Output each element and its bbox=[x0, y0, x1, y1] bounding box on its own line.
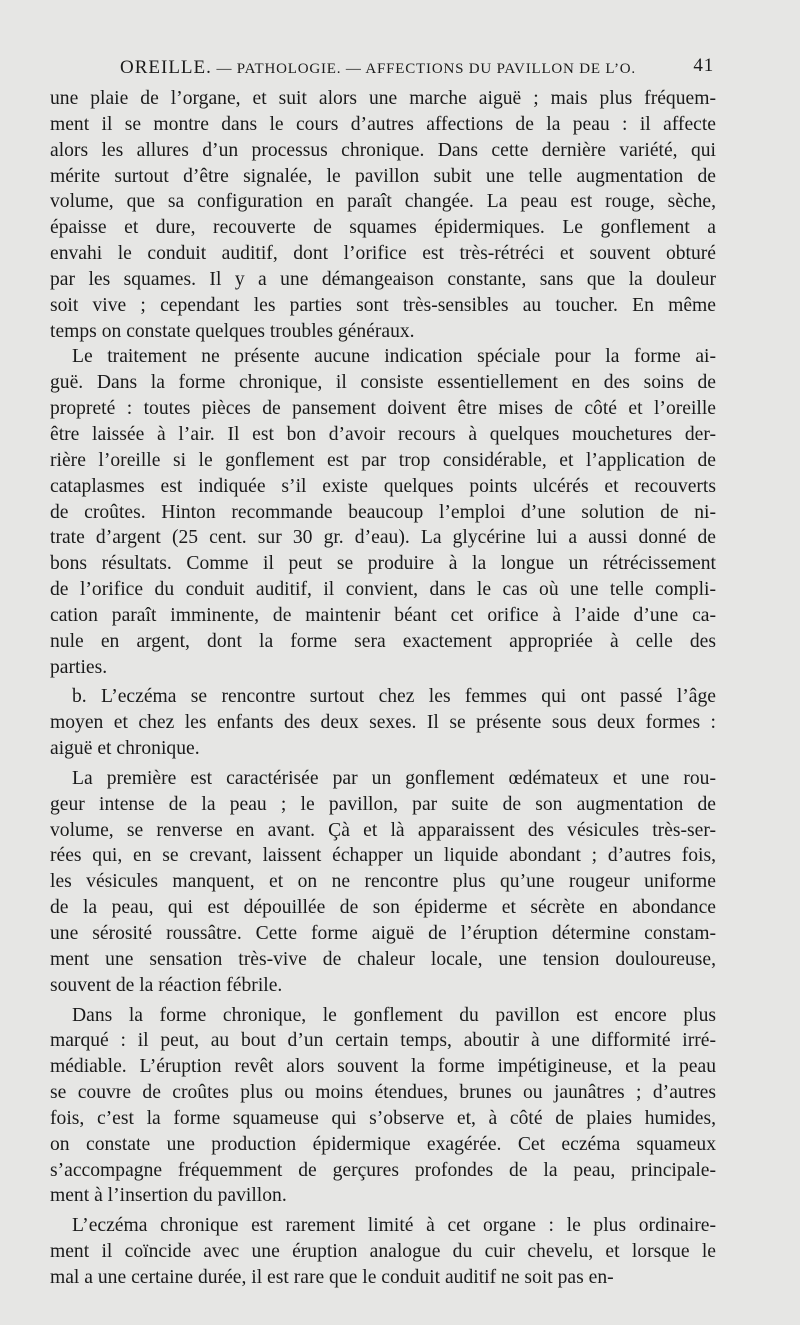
text-line: se couvre de croûtes plus ou moins étendues, brunes ou jaunâtres ; d’autres bbox=[50, 1082, 716, 1104]
text-line: fois, c’est la forme squameuse qui s’observe et, à côté de plaies humides, bbox=[50, 1107, 716, 1129]
text-line: aiguë et chronique. bbox=[50, 738, 200, 760]
text-line: geur intense de la peau ; le pavillon, par suite de son augmentation de bbox=[50, 793, 716, 815]
text-line: cation paraît imminente, de maintenir béant cet orifice à l’aide d’une ca- bbox=[50, 604, 716, 626]
text-line: volume, se renverse en avant. Çà et là apparaissent des vésicules très-ser- bbox=[50, 819, 716, 841]
text-line: b. L’eczéma se rencontre surtout chez les femmes qui ont passé l’âge bbox=[72, 686, 716, 708]
paragraph bbox=[50, 766, 716, 999]
text-line: L’eczéma chronique est rarement limité à cet organe : le plus ordinaire- bbox=[72, 1215, 716, 1237]
paragraph bbox=[50, 1003, 716, 1210]
paragraph bbox=[50, 344, 716, 680]
text-line: bons résultats. Comme il peut se produire à la longue un rétrécissement bbox=[50, 553, 716, 575]
text-line: souvent de la réaction fébrile. bbox=[50, 974, 283, 996]
page-number: 41 bbox=[693, 55, 714, 76]
text-line: une plaie de l’organe, et suit alors une marche aiguë ; mais plus fréquem- bbox=[50, 88, 716, 109]
text-line: de croûtes. Hinton recommande beaucoup l’emploi d’une solution de ni- bbox=[50, 501, 716, 523]
text-line: envahi le conduit auditif, dont l’orifice est très-rétréci et souvent obturé bbox=[50, 243, 716, 265]
text-line: nule en argent, dont la forme sera exactement appropriée à celle des bbox=[50, 630, 716, 652]
text-line: marqué : il peut, au bout d’un certain temps, aboutir à une difformité irré- bbox=[50, 1030, 716, 1052]
text-line: par les squames. Il y a une démangeaison constante, sans que la douleur bbox=[50, 268, 716, 290]
text-line: rées qui, en se crevant, laissent échapper un liquide abondant ; d’autres fois, bbox=[50, 845, 716, 867]
text-line: moyen et chez les enfants des deux sexes. Il se présente sous deux formes : bbox=[50, 712, 716, 734]
text-line: s’accompagne fréquemment de gerçures profondes de la peau, principale- bbox=[50, 1159, 716, 1181]
paragraph bbox=[50, 1213, 716, 1291]
text-line: rière l’oreille si le gonflement est par trop considérable, et l’application de bbox=[50, 449, 716, 471]
text-line: être laissée à l’air. Il est bon d’avoir recours à quelques mouchetures der- bbox=[50, 423, 716, 445]
text-line: mal a une certaine durée, il est rare que le conduit auditif ne soit pas en- bbox=[50, 1266, 614, 1288]
body-text bbox=[50, 86, 716, 1291]
text-line: propreté : toutes pièces de pansement doivent être mises de côté et l’oreille bbox=[50, 398, 716, 420]
text-line: trate d’argent (25 cent. sur 30 gr. d’eau). La glycérine lui a aussi donné de bbox=[50, 527, 716, 549]
text-line: ment il se montre dans le cours d’autres affections de la peau : il affecte bbox=[50, 113, 716, 135]
text-line: guë. Dans la forme chronique, il consiste essentiellement en des soins de bbox=[50, 372, 716, 394]
text-line: soit vive ; cependant les parties sont très-sensibles au toucher. En même bbox=[50, 294, 716, 316]
text-line: ment il coïncide avec une éruption analogue du cuir chevelu, et lorsque le bbox=[50, 1241, 716, 1263]
text-line: mérite surtout d’être signalée, le pavillon subit une telle augmentation de bbox=[50, 165, 716, 187]
running-title-main: OREILLE. bbox=[120, 57, 212, 78]
text-line: de la peau, qui est dépouillée de son épiderme et sécrète en abondance bbox=[50, 897, 716, 919]
text-line: médiable. L’éruption revêt alors souvent la forme impétigineuse, et la peau bbox=[50, 1056, 716, 1078]
text-line: épaisse et dure, recouverte de squames épidermiques. Le gonflement a bbox=[50, 217, 716, 239]
running-title bbox=[120, 57, 636, 79]
text-line: parties. bbox=[50, 656, 108, 678]
paragraph bbox=[50, 86, 716, 344]
text-line: une sérosité roussâtre. Cette forme aiguë de l’éruption détermine constam- bbox=[50, 923, 716, 944]
text-line: volume, que sa configuration en paraît changée. La peau est rouge, sèche, bbox=[50, 191, 716, 213]
text-line: temps on constate quelques troubles généraux. bbox=[50, 320, 415, 342]
text-line: on constate une production épidermique exagérée. Cet eczéma squameux bbox=[50, 1133, 716, 1155]
text-line: ment une sensation très-vive de chaleur locale, une tension douloureuse, bbox=[50, 948, 716, 970]
text-line: ment à l’insertion du pavillon. bbox=[50, 1185, 287, 1207]
text-line: Le traitement ne présente aucune indication spéciale pour la forme ai- bbox=[72, 346, 716, 368]
text-line: Dans la forme chronique, le gonflement du pavillon est encore plus bbox=[72, 1004, 716, 1026]
text-line: alors les allures d’un processus chronique. Dans cette dernière variété, qui bbox=[50, 139, 716, 161]
text-line: La première est caractérisée par un gonflement œdémateux et une rou- bbox=[72, 767, 716, 789]
running-title-rest: — PATHOLOGIE. — AFFECTIONS DU PAVILLON DE L’O. bbox=[211, 61, 636, 77]
text-line: de l’orifice du conduit auditif, il convient, dans le cas où une telle compli- bbox=[50, 579, 716, 601]
paragraph bbox=[50, 684, 716, 762]
text-line: cataplasmes est indiquée s’il existe quelques points ulcérés et recouverts bbox=[50, 475, 716, 497]
running-header bbox=[50, 55, 714, 81]
text-line: les vésicules manquent, et on ne rencontre plus qu’une rougeur uniforme bbox=[50, 871, 716, 893]
